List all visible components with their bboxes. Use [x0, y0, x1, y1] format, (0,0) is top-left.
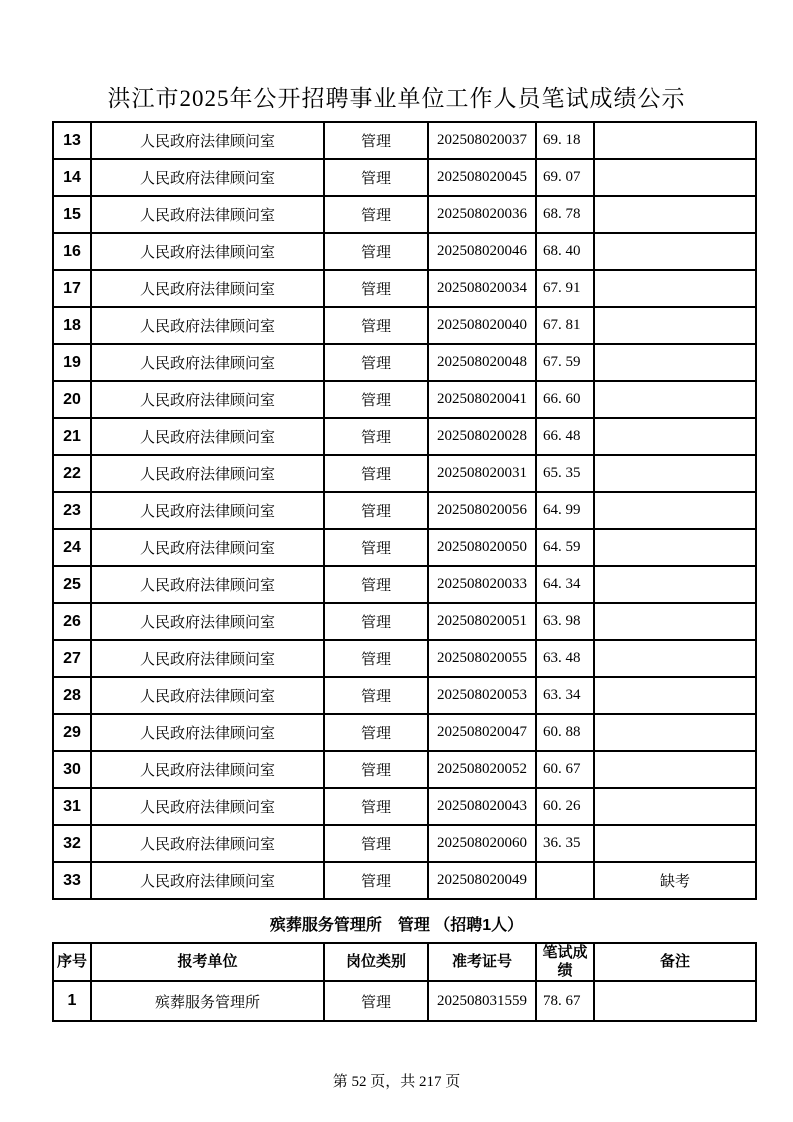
cell-ticket: 202508020037 — [428, 122, 536, 159]
cell-ticket: 202508020048 — [428, 344, 536, 381]
cell-no: 17 — [53, 270, 91, 307]
cell-category: 管理 — [324, 714, 428, 751]
cell-score: 64. 59 — [536, 529, 594, 566]
cell-remark — [594, 233, 756, 270]
cell-unit: 人民政府法律顾问室 — [91, 529, 324, 566]
cell-no: 15 — [53, 196, 91, 233]
table-row — [53, 566, 756, 603]
cell-no: 14 — [53, 159, 91, 196]
cell-remark — [594, 455, 756, 492]
table-row — [53, 603, 756, 640]
cell-remark — [594, 788, 756, 825]
cell-ticket: 202508020053 — [428, 677, 536, 714]
cell-no: 29 — [53, 714, 91, 751]
cell-ticket: 202508020034 — [428, 270, 536, 307]
header-category: 岗位类别 — [324, 943, 428, 981]
cell-no: 13 — [53, 122, 91, 159]
cell-score: 60. 26 — [536, 788, 594, 825]
cell-remark — [594, 677, 756, 714]
cell-no: 31 — [53, 788, 91, 825]
cell-score: 66. 60 — [536, 381, 594, 418]
cell-score: 63. 98 — [536, 603, 594, 640]
cell-remark — [594, 122, 756, 159]
cell-ticket: 202508020043 — [428, 788, 536, 825]
cell-no: 18 — [53, 307, 91, 344]
cell-unit: 人民政府法律顾问室 — [91, 233, 324, 270]
cell-no: 16 — [53, 233, 91, 270]
table-row — [53, 418, 756, 455]
cell-ticket: 202508020036 — [428, 196, 536, 233]
cell-unit: 人民政府法律顾问室 — [91, 714, 324, 751]
cell-unit: 人民政府法律顾问室 — [91, 603, 324, 640]
cell-score — [536, 862, 594, 899]
cell-score: 78. 67 — [536, 981, 594, 1021]
header-ticket: 准考证号 — [428, 943, 536, 981]
cell-unit: 人民政府法律顾问室 — [91, 640, 324, 677]
cell-unit: 人民政府法律顾问室 — [91, 270, 324, 307]
table-row — [53, 159, 756, 196]
cell-ticket: 202508020028 — [428, 418, 536, 455]
cell-remark — [594, 825, 756, 862]
table-header-row — [53, 943, 756, 981]
page-title: 洪江市2025年公开招聘事业单位工作人员笔试成绩公示 — [107, 86, 686, 111]
cell-category: 管理 — [324, 233, 428, 270]
cell-score: 60. 67 — [536, 751, 594, 788]
cell-category: 管理 — [324, 492, 428, 529]
cell-score: 60. 88 — [536, 714, 594, 751]
cell-ticket: 202508020051 — [428, 603, 536, 640]
cell-remark — [594, 344, 756, 381]
cell-unit: 殡葬服务管理所 — [91, 981, 324, 1021]
cell-remark — [594, 159, 756, 196]
table-row — [53, 233, 756, 270]
cell-category: 管理 — [324, 529, 428, 566]
score-table-funeral-service — [52, 942, 757, 1022]
table-row — [53, 270, 756, 307]
cell-ticket: 202508020055 — [428, 640, 536, 677]
header-remark: 备注 — [594, 943, 756, 981]
cell-category: 管理 — [324, 381, 428, 418]
cell-ticket: 202508020045 — [428, 159, 536, 196]
cell-no: 30 — [53, 751, 91, 788]
cell-score: 36. 35 — [536, 825, 594, 862]
cell-no: 1 — [53, 981, 91, 1021]
cell-remark — [594, 981, 756, 1021]
cell-remark — [594, 640, 756, 677]
table-row — [53, 529, 756, 566]
cell-no: 24 — [53, 529, 91, 566]
cell-unit: 人民政府法律顾问室 — [91, 381, 324, 418]
cell-unit: 人民政府法律顾问室 — [91, 862, 324, 899]
cell-category: 管理 — [324, 159, 428, 196]
cell-ticket: 202508020031 — [428, 455, 536, 492]
cell-no: 20 — [53, 381, 91, 418]
cell-category: 管理 — [324, 196, 428, 233]
cell-score: 66. 48 — [536, 418, 594, 455]
cell-no: 28 — [53, 677, 91, 714]
cell-no: 27 — [53, 640, 91, 677]
cell-score: 64. 99 — [536, 492, 594, 529]
cell-no: 32 — [53, 825, 91, 862]
cell-score: 69. 18 — [536, 122, 594, 159]
cell-score: 64. 34 — [536, 566, 594, 603]
page-footer: 第 52 页，共 217 页 — [332, 1074, 461, 1090]
cell-remark — [594, 270, 756, 307]
table-row — [53, 196, 756, 233]
cell-unit: 人民政府法律顾问室 — [91, 825, 324, 862]
cell-no: 19 — [53, 344, 91, 381]
cell-remark — [594, 492, 756, 529]
cell-ticket: 202508031559 — [428, 981, 536, 1021]
cell-remark — [594, 714, 756, 751]
cell-remark — [594, 751, 756, 788]
cell-category: 管理 — [324, 566, 428, 603]
cell-remark: 缺考 — [594, 862, 756, 899]
cell-score: 67. 59 — [536, 344, 594, 381]
cell-unit: 人民政府法律顾问室 — [91, 122, 324, 159]
header-unit: 报考单位 — [91, 943, 324, 981]
table-row — [53, 862, 756, 899]
cell-score: 68. 78 — [536, 196, 594, 233]
cell-score: 67. 81 — [536, 307, 594, 344]
cell-ticket: 202508020047 — [428, 714, 536, 751]
cell-ticket: 202508020056 — [428, 492, 536, 529]
cell-remark — [594, 196, 756, 233]
cell-category: 管理 — [324, 270, 428, 307]
cell-ticket: 202508020041 — [428, 381, 536, 418]
table-row — [53, 307, 756, 344]
cell-ticket: 202508020050 — [428, 529, 536, 566]
cell-unit: 人民政府法律顾问室 — [91, 307, 324, 344]
cell-unit: 人民政府法律顾问室 — [91, 159, 324, 196]
cell-remark — [594, 381, 756, 418]
cell-category: 管理 — [324, 981, 428, 1021]
cell-unit: 人民政府法律顾问室 — [91, 751, 324, 788]
cell-unit: 人民政府法律顾问室 — [91, 455, 324, 492]
cell-category: 管理 — [324, 455, 428, 492]
cell-ticket: 202508020060 — [428, 825, 536, 862]
cell-no: 22 — [53, 455, 91, 492]
cell-unit: 人民政府法律顾问室 — [91, 196, 324, 233]
cell-no: 23 — [53, 492, 91, 529]
cell-score: 65. 35 — [536, 455, 594, 492]
cell-ticket: 202508020046 — [428, 233, 536, 270]
cell-category: 管理 — [324, 122, 428, 159]
table-row — [53, 344, 756, 381]
cell-category: 管理 — [324, 640, 428, 677]
cell-no: 26 — [53, 603, 91, 640]
cell-remark — [594, 603, 756, 640]
table-row — [53, 751, 756, 788]
cell-unit: 人民政府法律顾问室 — [91, 677, 324, 714]
cell-score: 67. 91 — [536, 270, 594, 307]
cell-category: 管理 — [324, 825, 428, 862]
section-header-funeral-service: 殡葬服务管理所 管理 （招聘1人） — [269, 917, 524, 934]
cell-remark — [594, 529, 756, 566]
table-row — [53, 455, 756, 492]
cell-unit: 人民政府法律顾问室 — [91, 418, 324, 455]
cell-no: 21 — [53, 418, 91, 455]
cell-category: 管理 — [324, 307, 428, 344]
cell-category: 管理 — [324, 344, 428, 381]
cell-remark — [594, 418, 756, 455]
table-row — [53, 825, 756, 862]
cell-no: 33 — [53, 862, 91, 899]
cell-unit: 人民政府法律顾问室 — [91, 788, 324, 825]
table-row — [53, 381, 756, 418]
cell-unit: 人民政府法律顾问室 — [91, 566, 324, 603]
cell-category: 管理 — [324, 751, 428, 788]
cell-score: 63. 34 — [536, 677, 594, 714]
cell-ticket: 202508020040 — [428, 307, 536, 344]
score-table-continuation — [52, 121, 757, 900]
cell-ticket: 202508020033 — [428, 566, 536, 603]
cell-score: 69. 07 — [536, 159, 594, 196]
cell-ticket: 202508020052 — [428, 751, 536, 788]
header-score: 笔试成绩 — [536, 943, 594, 981]
table-row — [53, 981, 756, 1021]
cell-category: 管理 — [324, 862, 428, 899]
cell-score: 63. 48 — [536, 640, 594, 677]
header-no: 序号 — [53, 943, 91, 981]
cell-unit: 人民政府法律顾问室 — [91, 344, 324, 381]
table-row — [53, 640, 756, 677]
cell-category: 管理 — [324, 603, 428, 640]
cell-category: 管理 — [324, 677, 428, 714]
cell-category: 管理 — [324, 418, 428, 455]
table-row — [53, 492, 756, 529]
cell-remark — [594, 307, 756, 344]
cell-unit: 人民政府法律顾问室 — [91, 492, 324, 529]
cell-category: 管理 — [324, 788, 428, 825]
cell-score: 68. 40 — [536, 233, 594, 270]
cell-remark — [594, 566, 756, 603]
cell-no: 25 — [53, 566, 91, 603]
table-row — [53, 788, 756, 825]
table-row — [53, 122, 756, 159]
table-row — [53, 677, 756, 714]
cell-ticket: 202508020049 — [428, 862, 536, 899]
table-row — [53, 714, 756, 751]
